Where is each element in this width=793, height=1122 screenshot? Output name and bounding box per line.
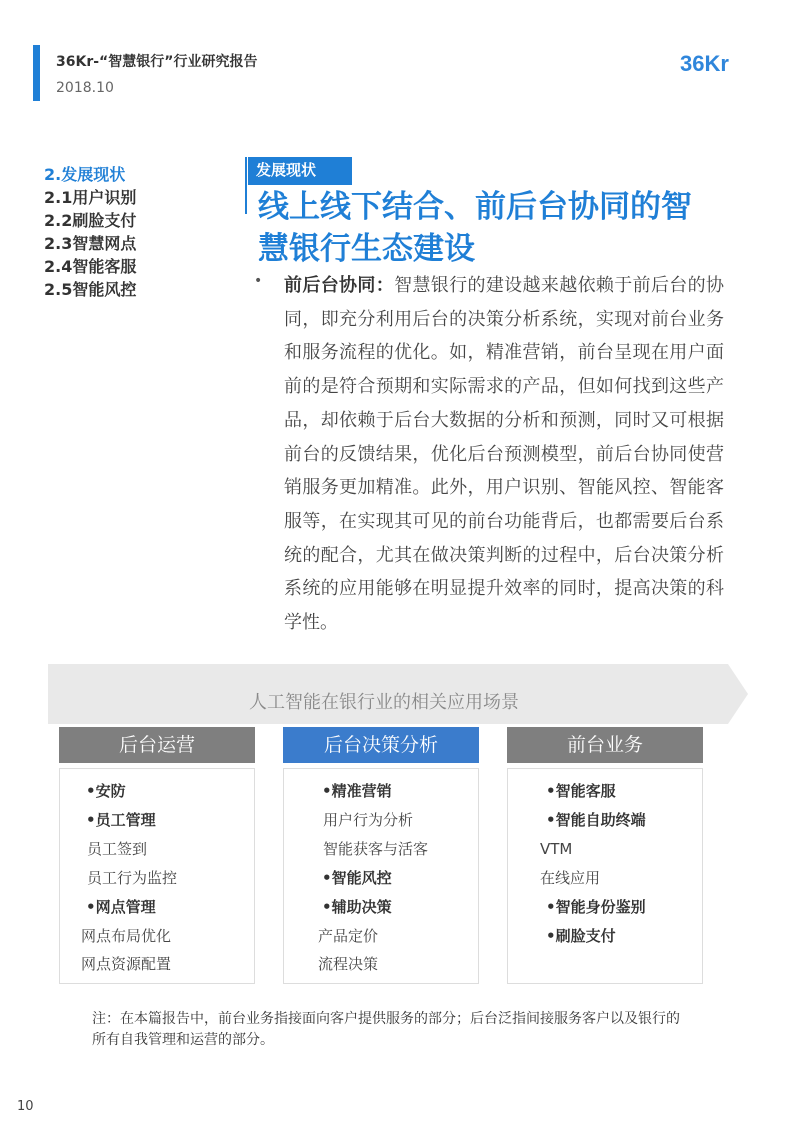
heading-line-2: 慧银行生态建设 <box>258 231 475 267</box>
side-nav <box>44 163 136 301</box>
column-header-back-office-decision: 后台决策分析 <box>283 727 479 763</box>
nav-item-smart-customer-service[interactable]: 2.4智能客服 <box>44 257 137 276</box>
body-paragraph <box>284 269 724 640</box>
logo-text-digits: 36Kr <box>680 51 729 76</box>
list-item: •网点管理 <box>86 898 156 916</box>
list-item: 员工行为监控 <box>87 869 178 887</box>
list-item: •智能客服 <box>546 782 616 800</box>
section-tag-underline <box>248 183 352 185</box>
report-date: 2018.10 <box>56 80 114 96</box>
footnote: 注：在本篇报告中，前台业务指接面向客户提供服务的部分；后台泛指间接服务客户以及银行的所有自我管理和运营的部分。 <box>92 1011 680 1048</box>
nav-item-development-status[interactable]: 2.发展现状 <box>44 165 126 184</box>
list-item: 在线应用 <box>540 869 601 887</box>
section-tag-vertical-line <box>245 157 247 214</box>
list-item: VTM <box>540 840 573 858</box>
list-item: 用户行为分析 <box>323 811 414 829</box>
list-item: •智能身份鉴别 <box>546 898 646 916</box>
column-box-front-office <box>507 768 703 984</box>
list-item: •辅助决策 <box>322 898 392 916</box>
list-item: 流程决策 <box>318 955 379 973</box>
column-header-front-office: 前台业务 <box>507 727 703 763</box>
list-item: •员工管理 <box>86 811 156 829</box>
list-item: 员工签到 <box>87 840 148 858</box>
body-lead: 前后台协同： <box>284 275 395 296</box>
section-tag: 发展现状 <box>248 157 352 183</box>
column-box-back-office <box>59 768 255 984</box>
36kr-logo <box>680 45 770 93</box>
heading-line-1: 线上线下结合、前后台协同的智 <box>258 189 692 225</box>
nav-item-smart-risk-control[interactable]: 2.5智能风控 <box>44 280 137 299</box>
list-item: 智能获客与活客 <box>323 840 429 858</box>
list-item: •智能自助终端 <box>546 811 646 829</box>
diagram-title: 人工智能在银行业的相关应用场景 <box>249 692 519 713</box>
list-item: •智能风控 <box>322 869 392 887</box>
column-header-back-office: 后台运营 <box>59 727 255 763</box>
page-heading <box>258 186 728 270</box>
list-item: 网点布局优化 <box>81 927 172 945</box>
list-item: •安防 <box>86 782 126 800</box>
nav-item-user-identification[interactable]: 2.1用户识别 <box>44 188 137 207</box>
bullet: • <box>254 273 263 289</box>
nav-item-face-payment[interactable]: 2.2刷脸支付 <box>44 211 137 230</box>
page-number: 10 <box>17 1099 34 1114</box>
list-item: 产品定价 <box>318 927 379 945</box>
header-accent-bar <box>33 45 40 101</box>
body-text: 智慧银行的建设越来越依赖于前后台的协同，即充分利用后台的决策分析系统，实现对前台业务和服务流程的优化。如，精准营销，前台呈现在用户面前的是符合预期和实际需求的产品，但如何找到这些产品，却依赖于后台大数据的分析和预测，同时又可根据前台的反馈结果，优化后台预测模型，前后台协同使营销服务更加精准。此外，用户识别、智能风控、智能客服等，在实现其可见的前台功能背后，也都需要后台系统的配合，尤其在做决策判断的过程中，后台决策分析系统的应用能够在明显提升效率的同时，提高决策的科学性。 <box>284 275 725 634</box>
list-item: 网点资源配置 <box>81 955 172 973</box>
column-box-back-office-decision <box>283 768 479 984</box>
list-item: •刷脸支付 <box>546 927 616 945</box>
nav-item-smart-branch[interactable]: 2.3智慧网点 <box>44 234 137 253</box>
list-item: •精准营销 <box>322 782 392 800</box>
report-title: 36Kr-“智慧银行”行业研究报告 <box>56 54 258 70</box>
